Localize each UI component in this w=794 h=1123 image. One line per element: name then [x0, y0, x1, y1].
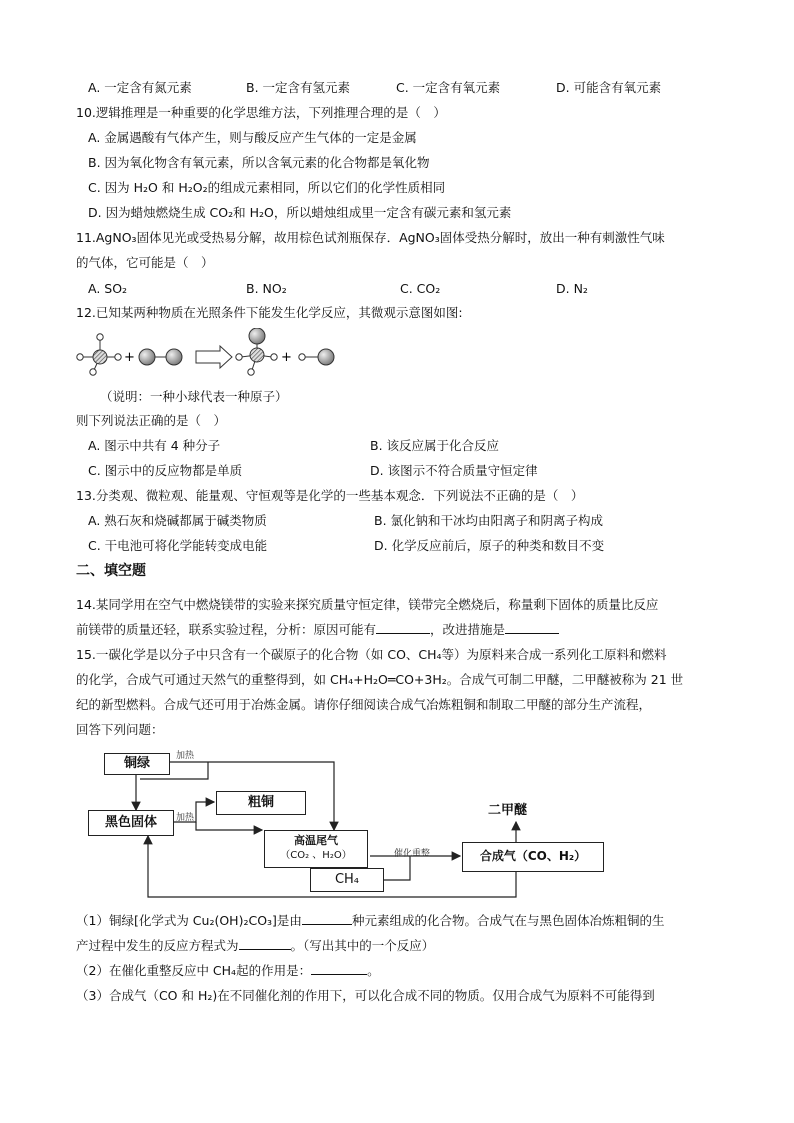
q9-option-a: A. 一定含有氮元素	[88, 80, 192, 95]
q12-molecular-diagram	[74, 328, 344, 384]
q15-line3: 纪的新型燃料。合成气还可用于冶炼金属。请你仔细阅读合成气冶炼粗铜和制取二甲醚的部分生产流程，	[76, 697, 652, 712]
q15-sub1-line2	[76, 937, 434, 955]
q15-sub2-blank[interactable]	[311, 974, 367, 975]
q13-stem: 13.分类观、微粒观、能量观、守恒观等是化学的一些基本观念．下列说法不正确的是（ ）	[76, 488, 584, 503]
q10-option-c: C. 因为 H₂O 和 H₂O₂的组成元素相同，所以它们的化学性质相同	[88, 180, 446, 195]
q15-sub2-text-a: （2）在催化重整反应中 CH₄起的作用是：	[76, 963, 312, 978]
q13-option-c: C. 干电池可将化学能转变成电能	[88, 538, 268, 553]
flow-node-cutong: 粗铜	[216, 791, 306, 815]
q14-text-b: ，改进措施是	[430, 622, 506, 637]
q15-line1: 15.一碳化学是以分子中只含有一个碳原子的化合物（如 CO、CH₄等）为原料来合成一系列化工原料和燃料	[76, 647, 667, 662]
q9-option-d: D. 可能含有氧元素	[556, 80, 662, 95]
q11-option-c: C. CO₂	[400, 281, 441, 296]
q12-option-b: B. 该反应属于化合反应	[370, 438, 500, 453]
q14-line1: 14.某同学用在空气中燃烧镁带的实验来探究质量守恒定律，镁带完全燃烧后，称量剩下固体的质量比反应	[76, 597, 659, 612]
flow-label-catalyst: 催化重整	[394, 849, 431, 859]
methane-molecule-icon	[77, 334, 121, 375]
q12-question: 则下列说法正确的是（ ）	[76, 413, 227, 428]
diatomic-molecule-icon	[139, 349, 182, 365]
q14-blank-1[interactable]	[376, 633, 430, 634]
flow-node-tonglv: 铜绿	[104, 753, 170, 775]
q15-sub1-text-d: 。（写出其中的一个反应）	[290, 938, 435, 953]
q15-sub1-text-c: 产过程中发生的反应方程式为	[76, 938, 239, 953]
q11-stem-line2: 的气体，它可能是（ ）	[76, 255, 214, 270]
section-heading: 二、填空题	[76, 563, 146, 579]
q11-option-d: D. N₂	[556, 281, 588, 296]
hetero-diatomic-molecule-icon	[299, 349, 334, 365]
q15-sub2-text-b: 。	[367, 963, 380, 978]
flow-node-heise: 黑色固体	[88, 810, 174, 836]
q15-line4: 回答下列问题：	[76, 722, 164, 737]
q12-note: （说明：一种小球代表一种原子）	[100, 389, 288, 404]
product-molecule-icon	[236, 328, 277, 375]
q11-option-a: A. SO₂	[88, 281, 128, 296]
q15-sub1-blank-2[interactable]	[239, 949, 291, 950]
flow-node-weiqi-title: 高温尾气	[294, 834, 338, 847]
q12-stem: 12.已知某两种物质在光照条件下能发生化学反应，其微观示意图如图:	[76, 305, 463, 320]
q12-option-a: A. 图示中共有 4 种分子	[88, 438, 221, 453]
q15-line2: 的化学，合成气可通过天然气的重整得到，如 CH₄+H₂O═CO+3H₂。合成气可制二甲醚，二甲醚被称为 21 世	[76, 672, 684, 687]
q14-line2	[76, 621, 559, 639]
q13-option-b: B. 氯化钠和干冰均由阳离子和阴离子构成	[374, 513, 604, 528]
q10-option-a: A. 金属遇酸有气体产生，则与酸反应产生气体的一定是金属	[88, 130, 417, 145]
q15-sub1-text-a: （1）铜绿[化学式为 Cu₂(OH)₂CO₃]是由	[76, 913, 302, 928]
flowchart	[80, 744, 610, 904]
flow-node-hechengqi: 合成气（CO、H₂）	[462, 842, 604, 872]
q11-option-b: B. NO₂	[246, 281, 287, 296]
flow-label-heat-1: 加热	[176, 751, 195, 761]
flow-node-weiqi-sub: （CO₂ 、H₂O）	[280, 850, 352, 861]
flow-label-heat-2: 加热	[176, 813, 195, 823]
q11-stem-line1: 11.AgNO₃固体见光或受热易分解，故用棕色试剂瓶保存．AgNO₃固体受热分解时，放出一种有刺激性气味	[76, 230, 665, 245]
svg-text:+: +	[281, 350, 292, 365]
reaction-arrow-icon	[196, 346, 232, 368]
q15-sub1-text-b: 种元素组成的化合物。合成气在与黑色固体冶炼粗铜的生	[351, 913, 665, 928]
q15-sub1-line1	[76, 912, 664, 930]
q13-option-a: A. 熟石灰和烧碱都属于碱类物质	[88, 513, 267, 528]
q10-stem: 10.逻辑推理是一种重要的化学思维方法，下列推理合理的是（ ）	[76, 105, 446, 120]
q12-option-c: C. 图示中的反应物都是单质	[88, 463, 243, 478]
q10-option-b: B. 因为氧化物含有氧元素，所以含氧元素的化合物都是氧化物	[88, 155, 430, 170]
q14-text-a: 前镁带的质量还轻，联系实验过程，分析：原因可能有	[76, 622, 377, 637]
q10-option-d: D. 因为蜡烛燃烧生成 CO₂和 H₂O，所以蜡烛组成里一定含有碳元素和氢元素	[88, 205, 512, 220]
q12-option-d: D. 该图示不符合质量守恒定律	[370, 463, 538, 478]
q15-sub2	[76, 962, 380, 980]
svg-text:+: +	[124, 350, 135, 365]
q14-blank-2[interactable]	[505, 633, 559, 634]
q13-option-d: D. 化学反应前后，原子的种类和数目不变	[374, 538, 605, 553]
q15-sub3: （3）合成气（CO 和 H₂)在不同催化剂的作用下，可以化合成不同的物质。仅用合成气为原料不可能得到	[76, 988, 655, 1003]
q15-sub1-blank-1[interactable]	[302, 924, 352, 925]
flow-node-weiqi	[264, 830, 368, 868]
q9-option-c: C. 一定含有氧元素	[396, 80, 501, 95]
q9-option-b: B. 一定含有氢元素	[246, 80, 351, 95]
flow-node-erjiami: 二甲醚	[488, 803, 528, 818]
flow-node-ch4: CH₄	[310, 868, 384, 892]
